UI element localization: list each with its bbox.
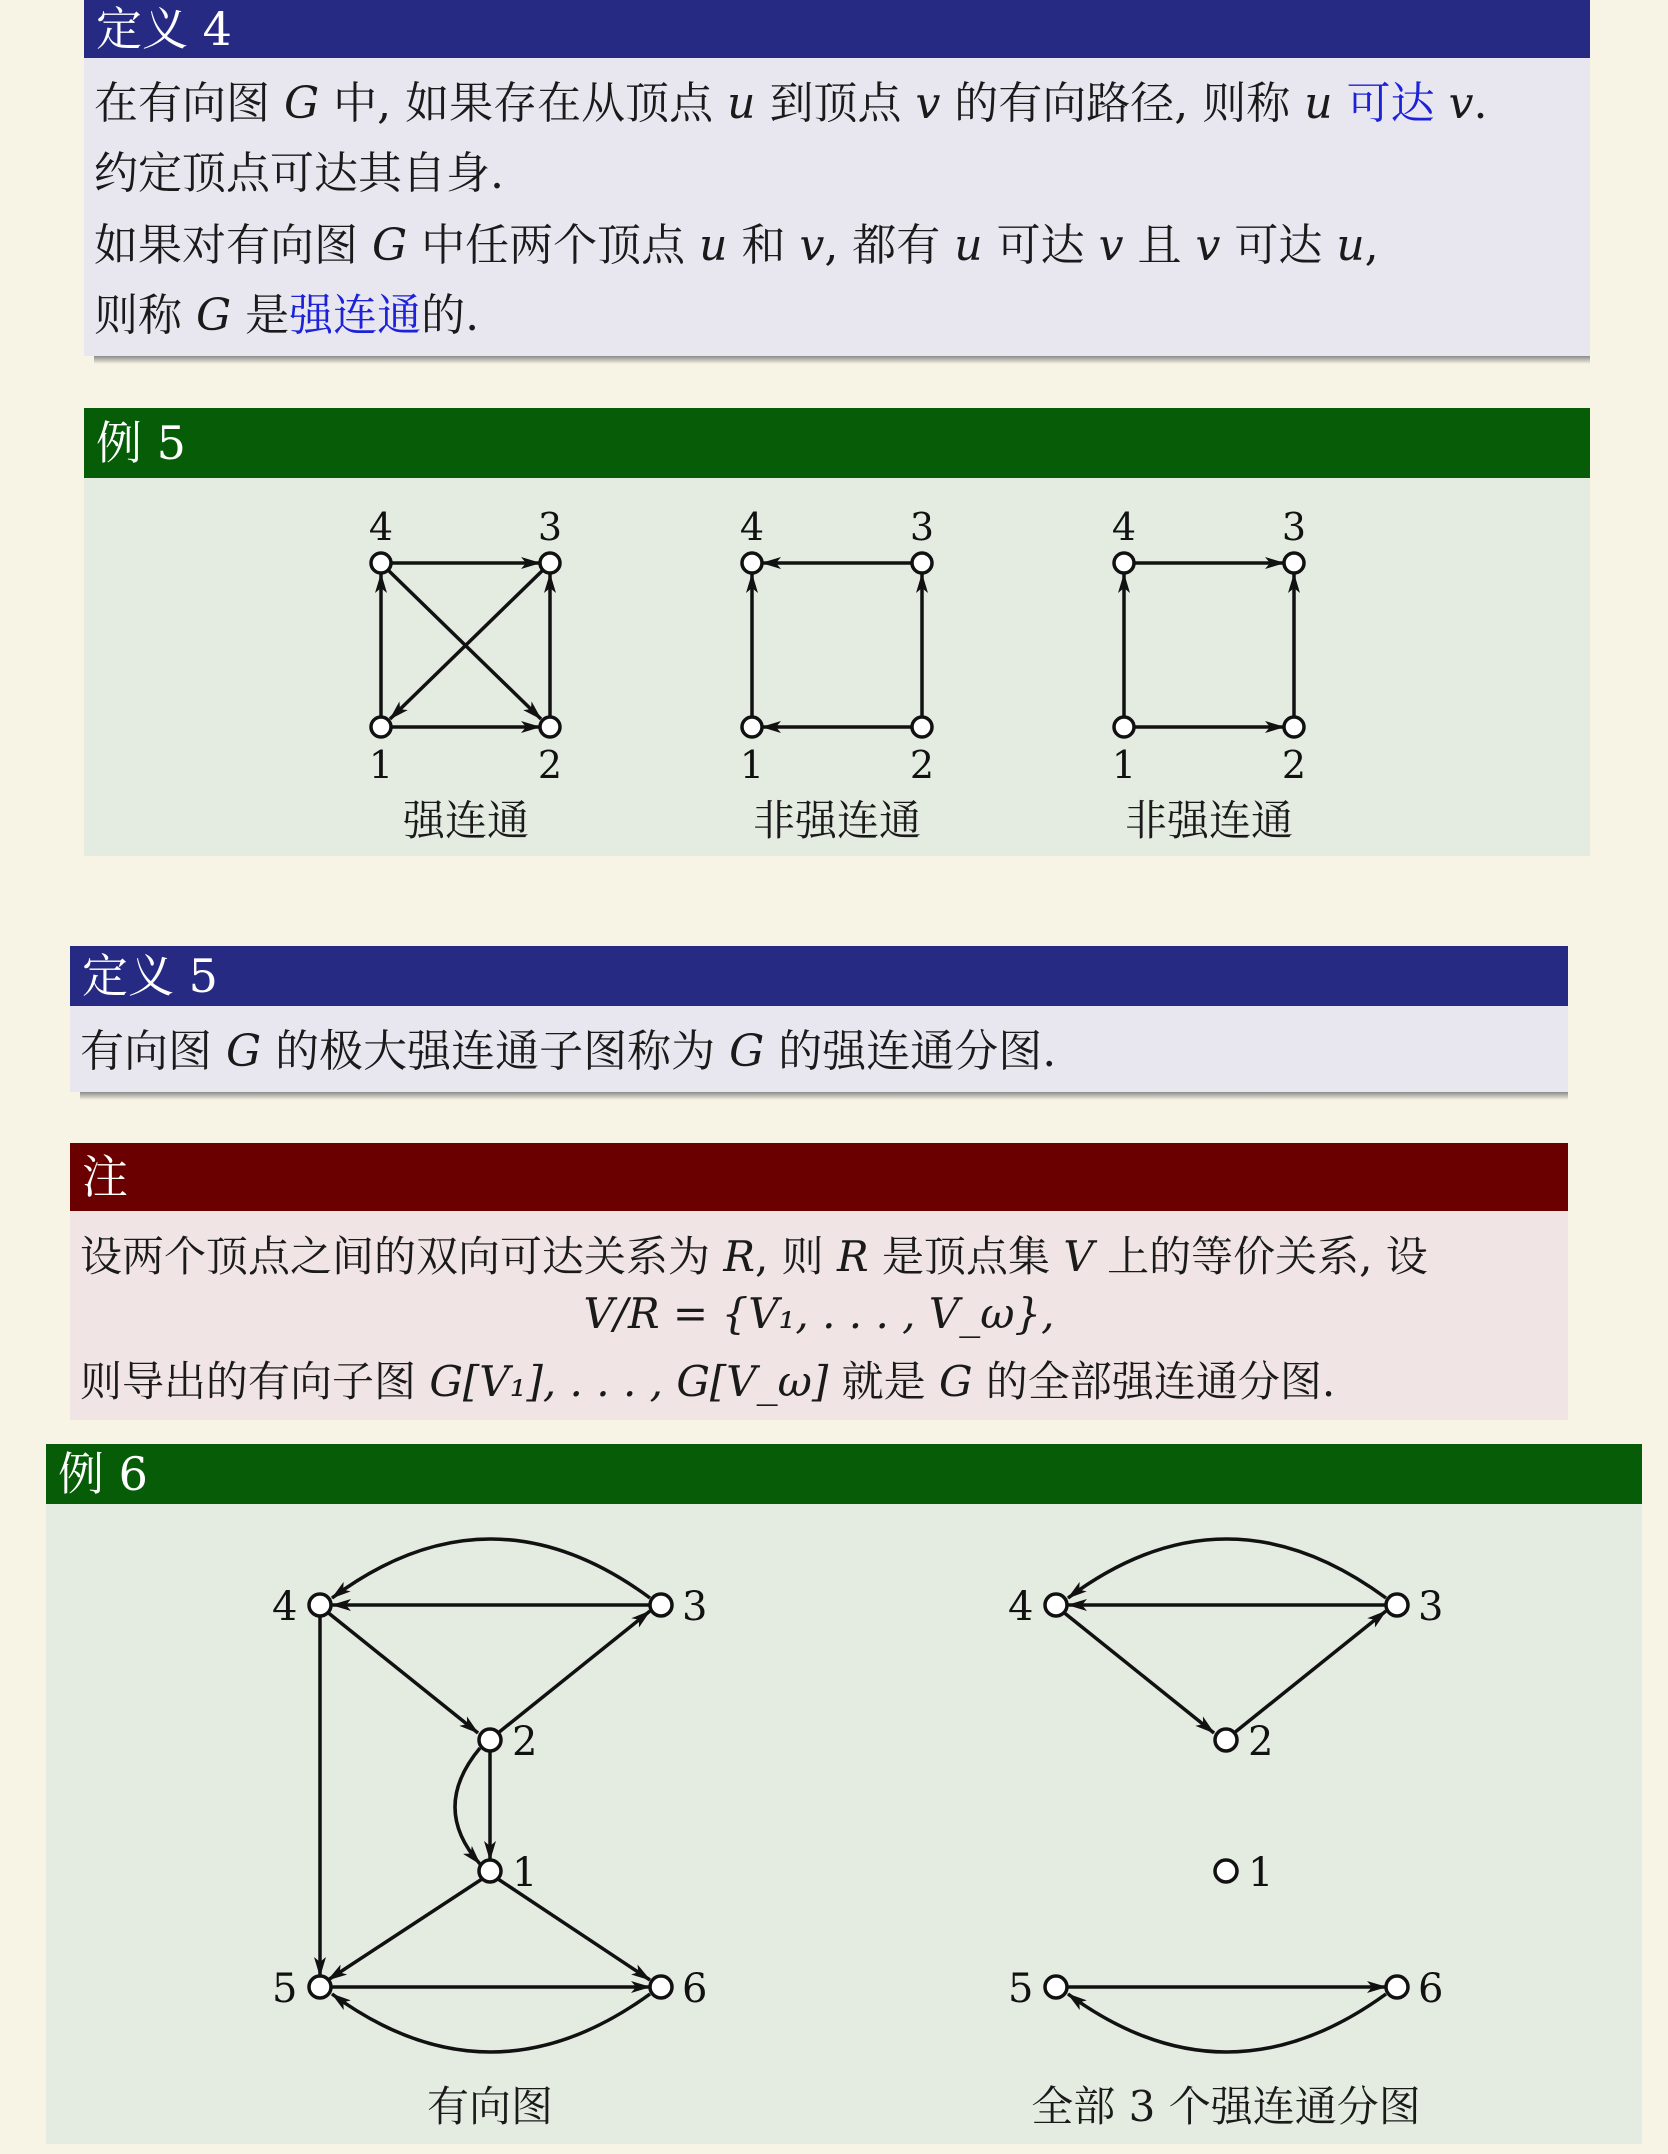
left-label-2: 2 [512,1719,538,1765]
right-vertex-6 [1386,1976,1408,1998]
left-vertex-3 [650,1594,672,1616]
right-vertex-2 [1215,1729,1237,1751]
graph1-label-2: 2 [537,743,563,787]
graph3-label-4: 4 [1111,505,1137,549]
right-vertex-5 [1045,1976,1067,1998]
left-vertex-4 [309,1594,331,1616]
left-label-4: 4 [272,1584,298,1630]
left-label-6: 6 [682,1966,708,2012]
directed-graph-caption: 有向图 [426,2082,554,2131]
example-5-title: 例 5 [96,416,186,470]
right-vertex-1 [1215,1860,1237,1882]
directed-graph [320,1539,650,2052]
definition-5-line-1: 有向图 G 的极大强连通子图称为 G 的强连通分图. [80,1026,1057,1077]
graph1-label-1: 1 [368,743,394,787]
definition-4-line-1: 在有向图 G 中, 如果存在从顶点 u 到顶点 v 的有向路径, 则称 u 可达 v. [94,78,1488,129]
left-vertex-5 [309,1976,331,1998]
note-title: 注 [82,1150,128,1204]
definition-4-line-2: 约定顶点可达其自身. [94,148,504,199]
graph1-label-4: 4 [368,505,394,549]
graph2-label-1: 1 [739,743,765,787]
right-vertex-3 [1386,1594,1408,1616]
definition-4-line-3: 如果对有向图 G 中任两个顶点 u 和 v, 都有 u 可达 v 且 v 可达 u, [94,220,1379,271]
right-label-1: 1 [1248,1850,1274,1896]
right-label-2: 2 [1248,1719,1274,1765]
right-label-5: 5 [1008,1966,1034,2012]
graph3-label-2: 2 [1281,743,1307,787]
note-line-1: 设两个顶点之间的双向可达关系为 R, 则 R 是顶点集 V 上的等价关系, 设 [80,1232,1428,1281]
right-vertex-4 [1045,1594,1067,1616]
strongly-connected-term: 强连通 [289,290,422,341]
left-vertex-1 [479,1860,501,1882]
graph2-label-3: 3 [909,505,935,549]
left-label-1: 1 [512,1850,538,1896]
note-formula: V/R = {V₁, . . . , V_ω}, [583,1289,1055,1338]
definition-4-line-4: 则称 G 是强连通的. [94,290,480,341]
reachable-term: 可达 [1346,78,1435,129]
strong-components [1062,1539,1386,2052]
definition-5-title: 定义 5 [82,949,218,1003]
right-label-3: 3 [1418,1584,1444,1630]
strong-components-caption: 全部 3 个强连通分图 [1031,2082,1421,2131]
left-label-3: 3 [682,1584,708,1630]
example-6-title: 例 6 [58,1447,148,1501]
right-label-6: 6 [1418,1966,1444,2012]
right-label-4: 4 [1008,1584,1034,1630]
graph2-label-2: 2 [909,743,935,787]
graph3-caption: 非强连通 [1124,796,1294,845]
left-vertex-6 [650,1976,672,1998]
left-vertex-2 [479,1729,501,1751]
graph3-label-3: 3 [1281,505,1307,549]
graph2-caption: 非强连通 [752,796,922,845]
definition-4-title: 定义 4 [96,2,232,56]
graph3-label-1: 1 [1111,743,1137,787]
left-label-5: 5 [272,1966,298,2012]
graph2-label-4: 4 [739,505,765,549]
graph1-caption: 强连通 [402,796,530,845]
note-line-3: 则导出的有向子图 G[V₁], . . . , G[V_ω] 就是 G 的全部强连通分图. [80,1357,1336,1406]
graph1-label-3: 3 [537,505,563,549]
